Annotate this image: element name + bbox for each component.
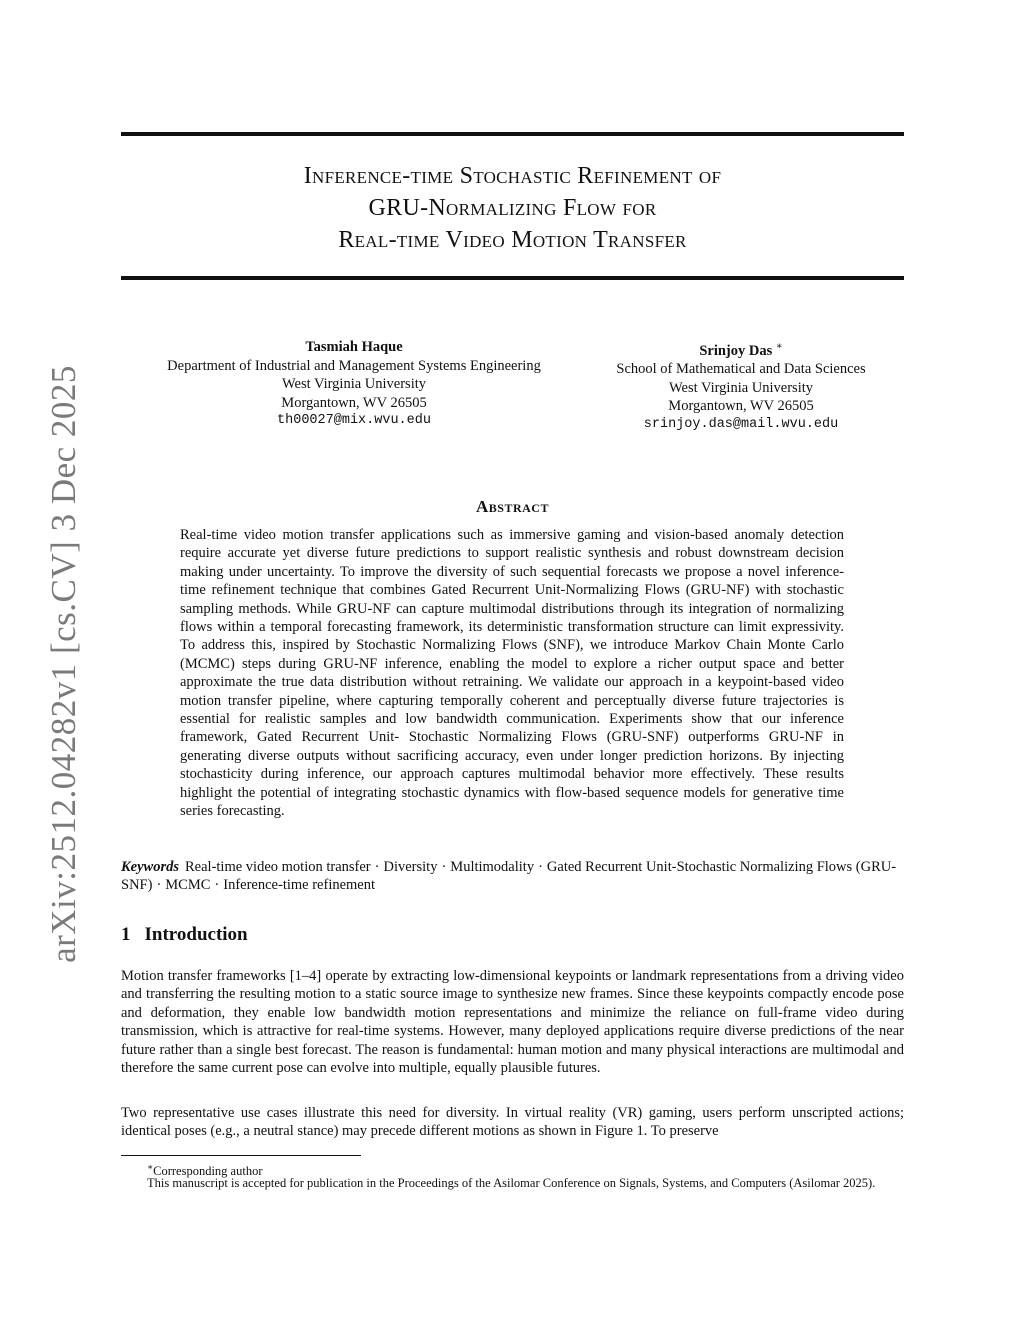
footnote-acceptance: This manuscript is accepted for publication in the Proceedings of the Asilomar Conference on Signals, Systems, and Computers (Asilomar 2025). (147, 1176, 876, 1190)
keywords (121, 858, 904, 895)
arxiv-side-stamp: arXiv:2512.04282v1 [cs.CV] 3 Dec 2025 (44, 365, 83, 963)
keyword-item: Gated Recurrent Unit-Stochastic Normalizing Flows (GRU-SNF) (121, 859, 897, 894)
keyword-separator: · (214, 877, 220, 894)
author-block-2 (587, 338, 895, 434)
abstract-text: Real-time video motion transfer applications such as immersive gaming and vision-based anomaly detection require accurate yet diverse future predictions to support realistic synthesis and robust downstream decision making under uncertainty. To improve the diversity of such sequential forecasts we propose a novel inference-time refinement technique that combines Gated Recurrent Unit-Normalizing Flows (GRU-NF) with stochastic sampling methods. While GRU-NF can capture multimodal distributions through its integration of normalizing flows within a temporal forecasting framework, its deterministic transformation structure can limit expressivity. To address this, inspired by Stochastic Normalizing Flows (SNF), we introduce Markov Chain Monte Carlo (MCMC) steps during GRU-NF inference, enabling the model to explore a richer output space and better approximate the true data distribution without retraining. We validate our approach in a keypoint-based video motion transfer pipeline, where capturing temporally coherent and perceptually diverse future trajectories is essential for realistic samples and low bandwidth communication. Experiments show that our inference framework, Gated Recurrent Unit- Stochastic Normalizing Flows (GRU-SNF) outperforms GRU-NF in generating diverse outputs without sacrificing accuracy, even under longer prediction horizons. By injecting stochasticity during inference, our approach captures multimodal behavior more effectively. These results highlight the potential of integrating stochastic dynamics with flow-based sequence models for generative time series forecasting. (180, 527, 844, 820)
author-email[interactable]: srinjoy.das@mail.wvu.edu (643, 416, 839, 432)
author-name: Tasmiah Haque (305, 339, 403, 355)
footnote-corresponding-text: Corresponding author (153, 1164, 263, 1179)
author-department: Department of Industrial and Management Systems Engineering (167, 357, 541, 374)
footnote-rule (121, 1155, 361, 1156)
author-block-1 (121, 338, 587, 431)
title-line-1: Inference-time Stochastic Refinement of (303, 163, 722, 189)
paper-title (121, 160, 904, 256)
keyword-item: Real-time video motion transfer (185, 859, 371, 875)
author-university: West Virginia University (281, 376, 427, 392)
corresponding-marker: ∗ (775, 341, 783, 352)
keyword-item: Multimodality (450, 859, 535, 875)
keyword-item: Inference-time refinement (223, 877, 376, 894)
author-location: Morgantown, WV 26505 (281, 394, 427, 411)
section-heading-introduction (121, 924, 248, 946)
keyword-item: MCMC (165, 877, 211, 894)
keyword-separator: · (374, 859, 380, 875)
keyword-separator: · (156, 877, 162, 894)
intro-paragraph-1: Motion transfer frameworks [1–4] operate by extracting low-dimensional keypoints or landmark representations from a driving video and transferring the resulting motion to a static source image to synthesize new frames. Since these keypoints compactly encode pose and deformation, they enable low bandwidth motion representations and minimize the reliance on full-frame video during transmission, which is attractive for real-time systems. However, many deployed applications require diverse predictions of the near future rather than a single best forecast. The reason is fundamental: human motion and many physical interactions are multimodal and therefore the same current pose can evolve into multiple, equally plausible futures. (121, 968, 904, 1077)
keywords-label: Keywords (121, 859, 179, 875)
title-line-2: GRU-Normalizing Flow for (368, 195, 657, 221)
title-line-3: Real-time Video Motion Transfer (338, 227, 687, 253)
author-name: Srinjoy Das (699, 342, 773, 359)
author-department: School of Mathematical and Data Sciences (616, 361, 866, 378)
author-email[interactable]: th00027@mix.wvu.edu (277, 413, 431, 428)
author-location: Morgantown, WV 26505 (668, 398, 814, 415)
footnote-marker: ∗ (147, 1162, 154, 1172)
keyword-separator: · (538, 859, 543, 875)
section-number: 1 (121, 924, 131, 945)
section-title: Introduction (144, 924, 248, 945)
title-top-rule (121, 132, 904, 136)
keyword-item: Diversity (383, 859, 438, 875)
title-bottom-rule (121, 276, 904, 280)
abstract-heading: Abstract (476, 497, 549, 516)
intro-paragraph-2: Two representative use cases illustrate this need for diversity. In virtual reality (VR) gaming, users perform unscripted actions; identical poses (e.g., a neutral stance) may precede different motions as shown in Figure 1. To preserve (121, 1105, 904, 1140)
author-university: West Virginia University (668, 379, 814, 396)
author-name-row (587, 338, 895, 360)
keyword-separator: · (441, 859, 447, 875)
